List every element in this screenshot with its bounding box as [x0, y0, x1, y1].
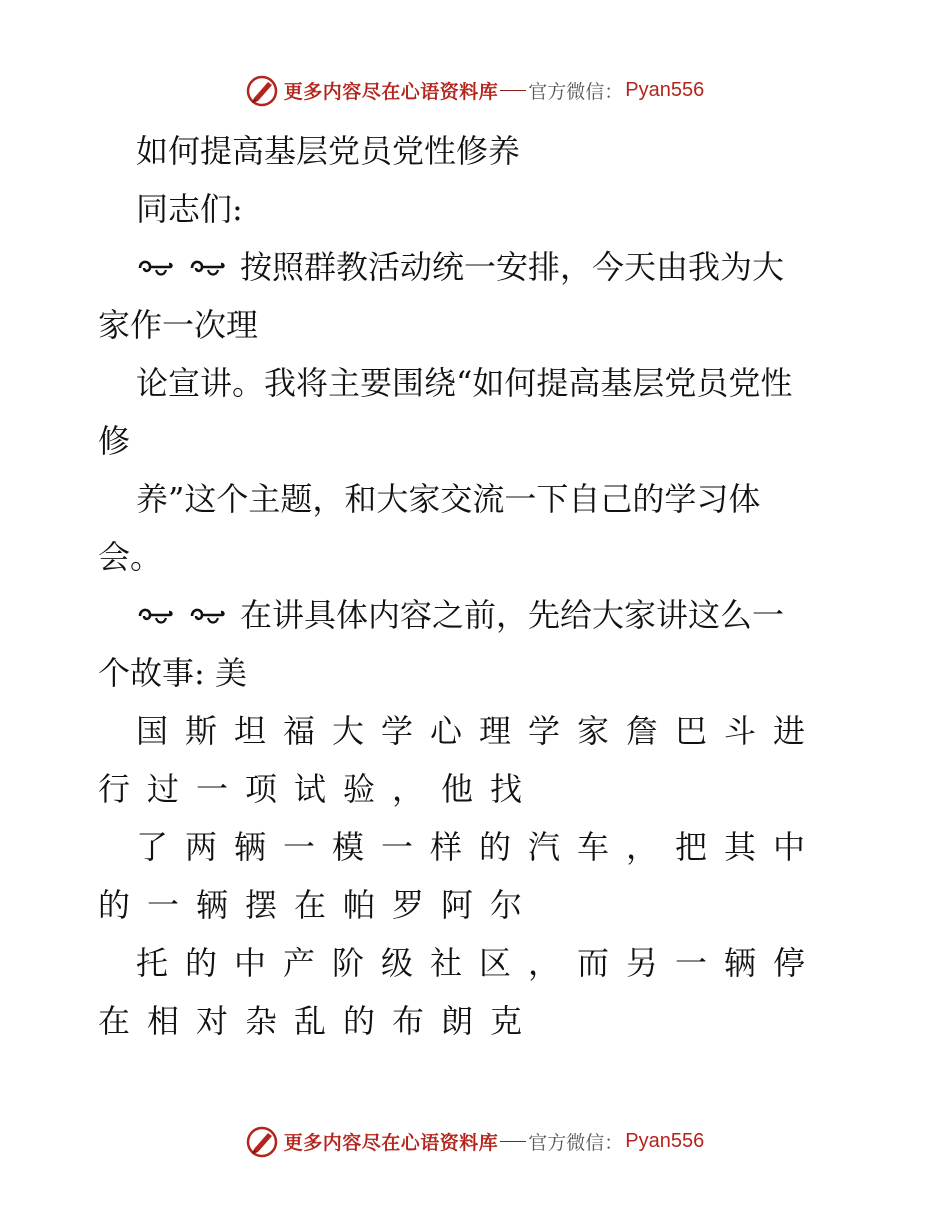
- bullet-ornament-icon: [136, 588, 174, 612]
- banner-dash: [500, 1141, 526, 1142]
- paragraph-4-line-1: [98, 586, 858, 644]
- paragraph-6-line-1: 了两辆一模一样的汽车，把其中: [136, 828, 823, 866]
- banner-text: 更多内容尽在心语资料库: [283, 80, 499, 103]
- header-banner: [0, 70, 950, 110]
- paragraph-2-line-2: 修: [98, 422, 131, 460]
- paragraph-1-line-2: 家作一次理: [98, 306, 259, 344]
- footer-banner: [0, 1121, 950, 1161]
- paragraph-5-line-2: 行过一项试验，他找: [98, 770, 540, 808]
- banner-dash: [500, 90, 526, 91]
- paragraph-5-line-1: 国斯坦福大学心理学家詹巴斗进: [136, 712, 823, 750]
- paragraph-3-line-1: 养”这个主题，和大家交流一下自己的学习体: [136, 480, 761, 518]
- banner-wechat-label: 官方微信：: [528, 1131, 624, 1154]
- doc-title: 如何提高基层党员党性修养: [136, 132, 521, 170]
- banner-wechat-label: 官方微信：: [528, 80, 624, 103]
- paragraph-7-line-1: 托的中产阶级社区，而另一辆停: [136, 944, 823, 982]
- banner-wechat-id: Pyan556: [625, 78, 705, 101]
- pen-logo-icon: [244, 72, 280, 108]
- paragraph-6-line-2: 的一辆摆在帕罗阿尔: [98, 886, 540, 924]
- paragraph-4-line-2: 个故事: 美: [98, 654, 247, 692]
- paragraph-3-line-2: 会。: [98, 538, 163, 576]
- pen-logo-icon: [244, 1123, 280, 1159]
- paragraph-text: 在讲具体内容之前，先给大家讲这么一: [240, 596, 785, 634]
- bullet-ornament-icon: [136, 240, 174, 264]
- paragraph-1-line-1: [98, 238, 858, 296]
- banner-wechat-id: Pyan556: [625, 1129, 705, 1152]
- paragraph-7-line-2: 在相对杂乱的布朗克: [98, 1002, 540, 1040]
- salutation: 同志们:: [136, 190, 243, 228]
- document-body: [98, 122, 858, 1050]
- bullet-ornament-icon: [188, 588, 226, 612]
- paragraph-2-line-1: 论宣讲。我将主要围绕“如何提高基层党员党性: [136, 364, 793, 402]
- paragraph-text: 按照群教活动统一安排，今天由我为大: [240, 248, 785, 286]
- bullet-ornament-icon: [188, 240, 226, 264]
- banner-text: 更多内容尽在心语资料库: [283, 1131, 499, 1154]
